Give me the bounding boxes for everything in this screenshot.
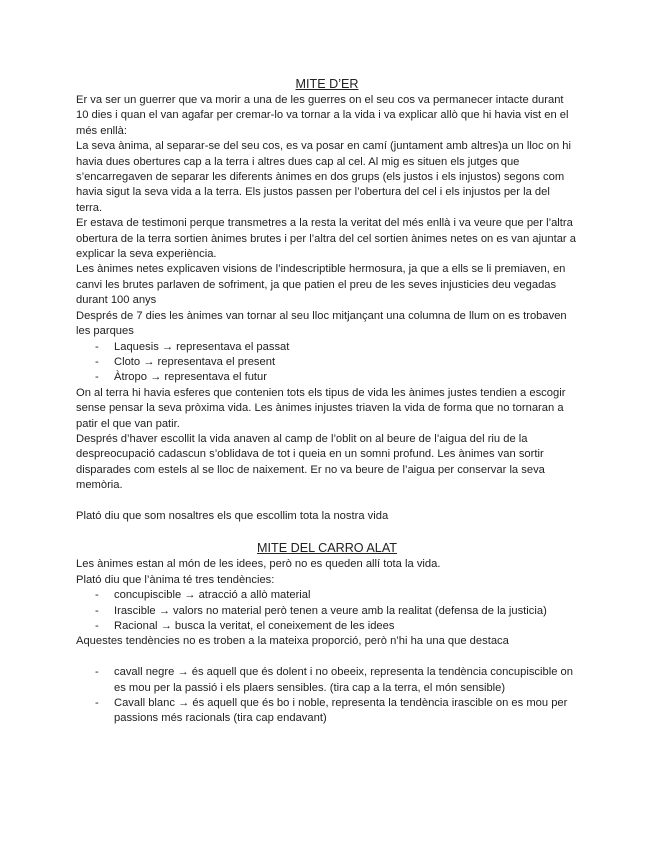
section-title-mite-er: MITE D’ER bbox=[295, 77, 359, 91]
paragraph: Er estava de testimoni perque transmetres a la resta la veritat del més enllà i va veure que per l’altra obertura de la terra sortien ànimes brutes i per l’altra del cel sortien ànimes netes on es van ajuntar a explicar la seva experiència. bbox=[76, 217, 576, 261]
paragraph: On al terra hi havia esferes que contenien tots els tipus de vida les ànimes justes tendien a escogir sense pensar la seva pròxima vida. Les ànimes injustes triaven la vida de forma que no tornaran a patir el que van patir. bbox=[76, 386, 566, 430]
list-item: - concupiscible → atracció a allò material bbox=[76, 588, 578, 603]
list-item: - Irascible → valors no material però tenen a veure amb la realitat (defensa de la justicia) bbox=[76, 604, 578, 619]
section-title-carro-alat: MITE DEL CARRO ALAT bbox=[257, 541, 397, 556]
conclusion-paragraph: Plató diu que som nosaltres els que escollim tota la nostra vida bbox=[76, 509, 389, 522]
paragraph: Després de 7 dies les ànimes van tornar al seu lloc mitjançant una columna de llum on es trobaven les parques bbox=[76, 309, 567, 338]
blank-line bbox=[76, 524, 578, 540]
parques-list bbox=[76, 340, 578, 386]
list-item: - Cavall blanc → és aquell que és bo i noble, representa la tendència irascible on es mou per passions més racionals (tira cap endavant) bbox=[76, 696, 578, 727]
paragraph: Plató diu que l’ànima té tres tendències: bbox=[76, 573, 275, 586]
paragraph: Er va ser un guerrer que va morir a una de les guerres on el seu cos va permanecer intacte durant 10 dies i quan el van agafar per cremar-lo va tornar a la vida i va explicar allò que hi havia vist en el més enllà: bbox=[76, 94, 569, 137]
list-item: - Àtropo → representava el futur bbox=[76, 370, 578, 385]
blank-line bbox=[76, 650, 578, 665]
paragraph: Aquestes tendències no es troben a la mateixa proporció, però n’hi ha una que destaca bbox=[76, 635, 509, 648]
paragraph: Després d’haver escollit la vida anaven al camp de l’oblit on al beure de l’aigua del riu de la despreocupació cadascun s’oblidava de tot i queia en un somni profund. Les ànimes van sortir disparades com estels al se lloc de naixement. Er no va beure de l’aigua per conservar la seva memòria. bbox=[76, 432, 545, 492]
list-item: - Cloto → representava el present bbox=[76, 355, 578, 370]
list-item: - cavall negre → és aquell que és dolent i no obeeix, representa la tendència concupiscible on es mou per la passió i els plaers sensibles. (tira cap a la terra, el món sensible) bbox=[76, 665, 578, 696]
paragraph: Les ànimes netes explicaven visions de l’indescriptible hermosura, ja que a ells se li premiaven, en canvi les brutes parlaven de sofriment, ja que patien el preu de les seves injusticies deu vegadas durant 100 anys bbox=[76, 263, 566, 307]
list-item: - Laquesis → representava el passat bbox=[76, 340, 578, 355]
horses-list bbox=[76, 665, 578, 727]
paragraph: La seva ànima, al separar-se del seu cos, es va posar en camí (juntament amb altres)a un lloc on hi havia dues obertures cap a la terra i altres dues cap al cel. Al mig es situen els jutges que s’encarregaven de separar les diferents ànimes en dos grups (els justos i els injustos) segons com havia sigut la seva vida a la terra. Els justos passen per l’obertura del cel i els injustos per la del terra. bbox=[76, 140, 571, 214]
tendencies-list bbox=[76, 588, 578, 634]
blank-line bbox=[76, 494, 578, 509]
paragraph: Les ànimes estan al món de les idees, però no es queden allí tota la vida. bbox=[76, 558, 441, 571]
list-item: - Racional → busca la veritat, el coneixement de les idees bbox=[76, 619, 578, 634]
document-body bbox=[76, 76, 578, 727]
